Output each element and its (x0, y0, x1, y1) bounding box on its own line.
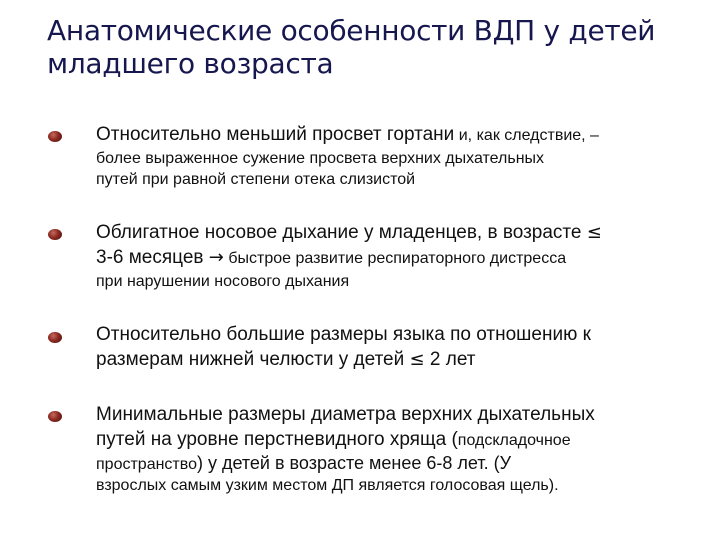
item-2-line-1: Облигатное носовое дыхание у младенцев, в возрасте ≤ (96, 222, 602, 243)
list-item (96, 122, 706, 190)
item-4-line-4: взрослых самым узким местом ДП является голосовая щель). (96, 477, 559, 494)
item-4-line-1: Минимальные размеры диаметра верхних дыхательных (96, 404, 595, 425)
item-1-line-2: более выраженное сужение просвета верхних дыхательных (96, 150, 545, 167)
item-4-line-2: путей на уровне перстневидного хряща (подскладочное (96, 429, 571, 450)
item-2-line-2: 3-6 месяцев → быстрое развитие респираторного дистресса (96, 247, 567, 268)
item-2-line-3: при нарушении носового дыхания (96, 273, 350, 290)
item-3-line-1: Относительно большие размеры языка по отношению к (96, 324, 591, 345)
item-1-line-1: Относительно меньший просвет гортани и, как следствие, – (96, 124, 599, 145)
item-3-line-2: размерам нижней челюсти у детей ≤ 2 лет (96, 349, 476, 370)
bullet-dot-icon (48, 411, 62, 422)
right-arrow-icon: → (208, 247, 224, 268)
list-item (96, 402, 706, 496)
bullet-dot-icon (48, 332, 62, 343)
item-1-line-3: путей при равной степени отека слизистой (96, 171, 416, 188)
title-line-1: Анатомические особенности ВДП у детей (47, 14, 656, 47)
list-item (96, 322, 706, 372)
bullet-dot-icon (48, 229, 62, 240)
bullet-dot-icon (48, 131, 62, 142)
less-equal-icon: ≤ (586, 222, 602, 243)
less-equal-icon: ≤ (409, 349, 425, 370)
title-line-2: младшего возраста (47, 47, 334, 80)
item-4-line-3: пространство) у детей в возрасте менее 6-8 лет. (У (96, 453, 512, 473)
list-item (96, 220, 706, 292)
